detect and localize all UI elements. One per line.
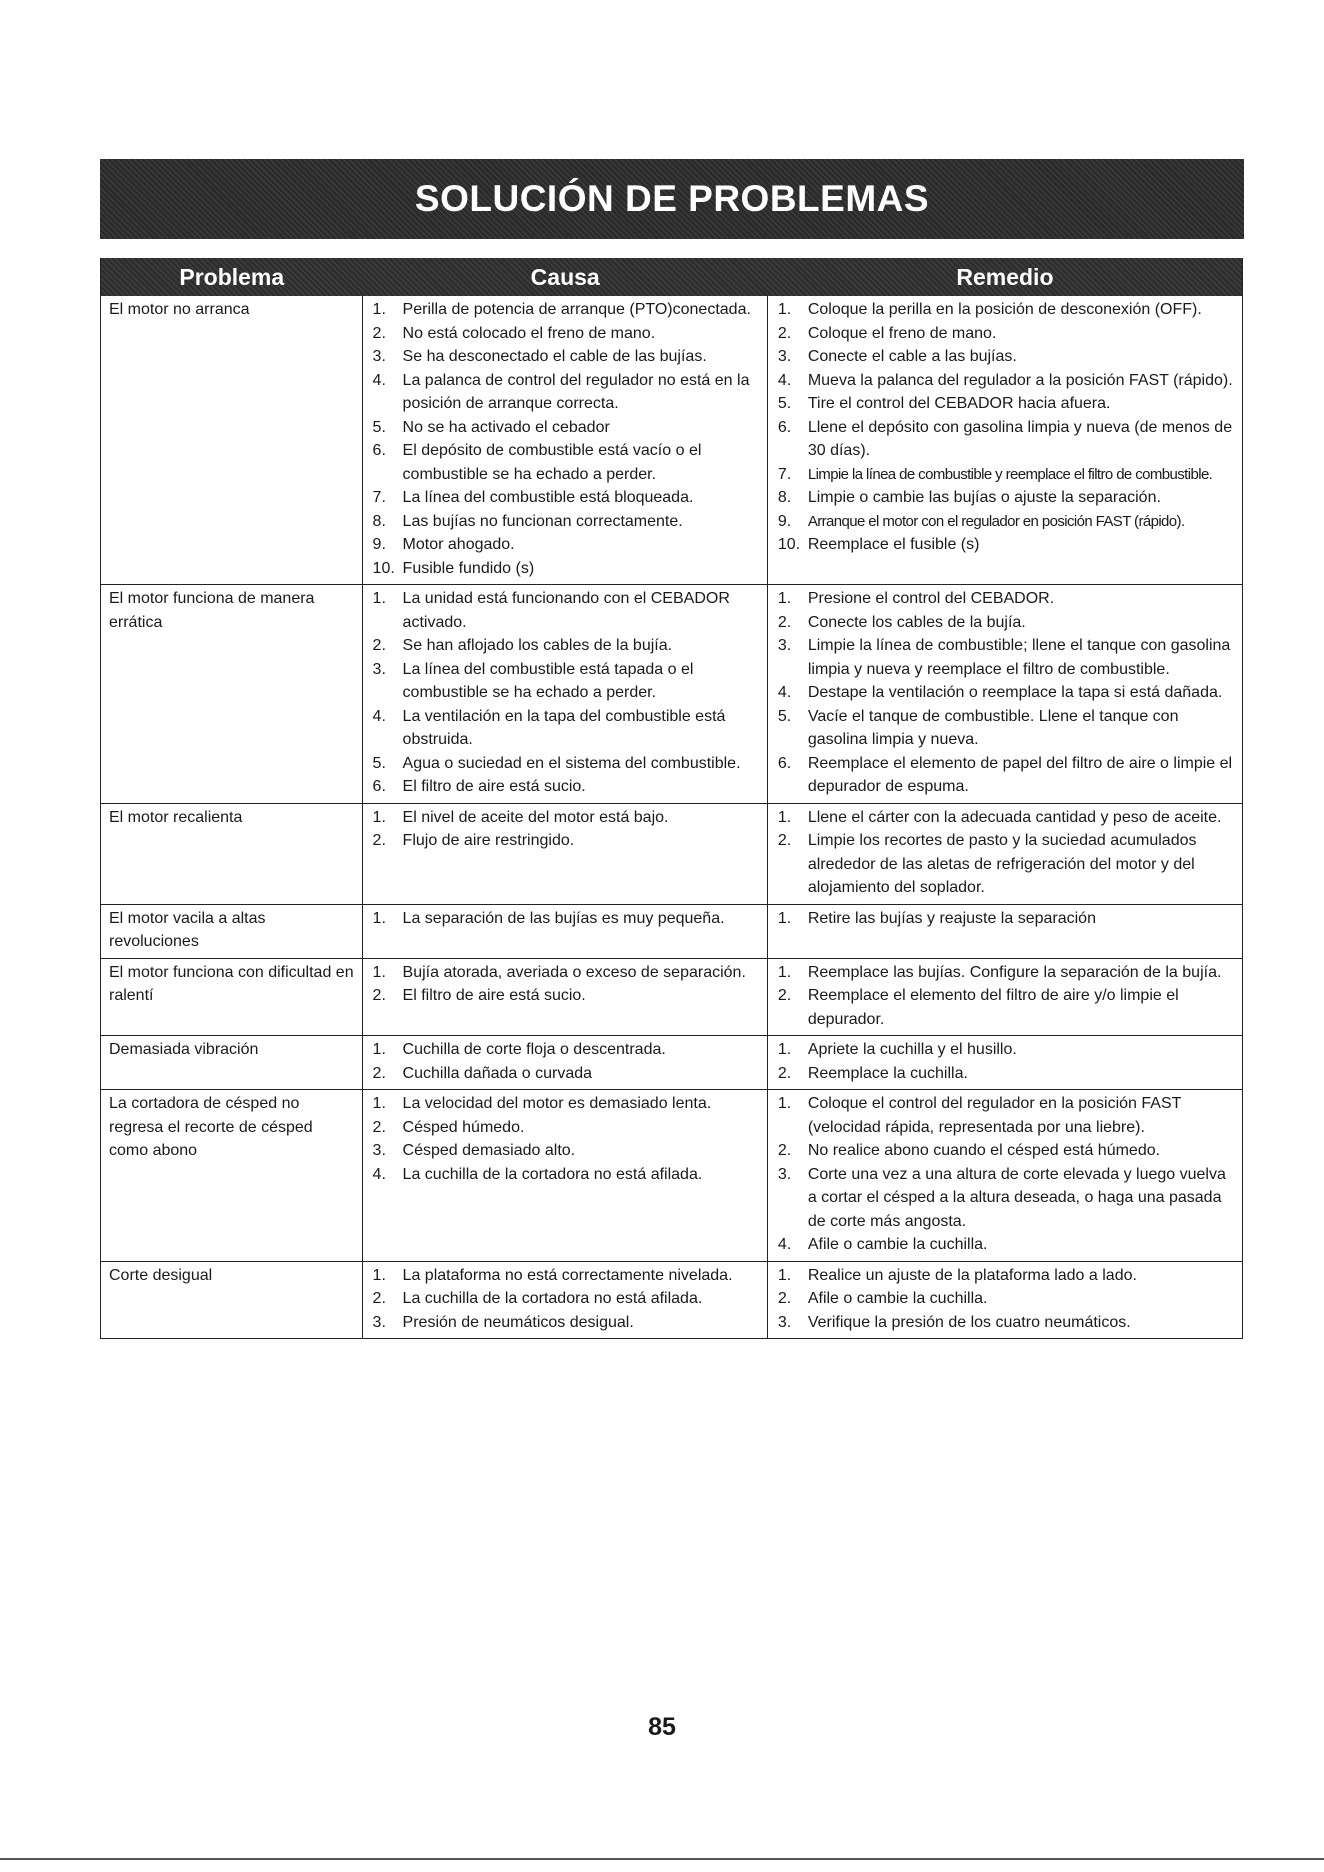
item-text: Limpie la línea de combustible y reemplace el filtro de combustible.: [807, 465, 1213, 483]
item-text: Destape la ventilación o reemplace la tapa si está dañada.: [807, 684, 1223, 701]
remedy-item: [774, 806, 1236, 830]
item-text: Flujo de aire restringido.: [402, 832, 575, 849]
remedy-item: [774, 829, 1236, 900]
item-text: Bujía atorada, averiada o exceso de separación.: [402, 963, 746, 981]
table-row: [101, 904, 1242, 958]
bottom-rule: [0, 1858, 1324, 1860]
item-text: La plataforma no está correctamente nivelada.: [402, 1266, 733, 1284]
remedy-item: [774, 611, 1236, 635]
item-number: 2.: [777, 613, 792, 631]
cause-item: [369, 658, 761, 705]
item-text: Afile o cambie la cuchilla.: [807, 1236, 988, 1253]
problem-cell: El motor funciona de manera errática: [101, 585, 363, 803]
item-text: Afile o cambie la cuchilla.: [807, 1290, 988, 1307]
cause-item: [369, 829, 761, 853]
remedy-item: [774, 681, 1236, 705]
item-text: Llene el cárter con la adecuada cantidad y peso de aceite.: [807, 808, 1222, 826]
section-title: SOLUCIÓN DE PROBLEMAS: [414, 178, 930, 219]
item-text: Verifique la presión de los cuatro neumáticos.: [807, 1313, 1131, 1331]
remedy-item: [774, 392, 1236, 416]
item-number: 1.: [777, 963, 792, 981]
cause-item: [369, 416, 761, 440]
cause-item: [369, 298, 761, 322]
cause-item: [369, 345, 761, 369]
item-number: 10.: [777, 536, 801, 553]
item-number: 6.: [777, 754, 792, 772]
cause-item: [369, 1264, 761, 1288]
item-number: 2.: [777, 1142, 792, 1159]
header-cause: Causa: [530, 263, 600, 290]
item-number: 9.: [372, 536, 386, 553]
item-text: La cuchilla de la cortadora no está afilada.: [402, 1165, 703, 1183]
cause-item: [369, 369, 761, 416]
item-number: 1.: [372, 590, 386, 607]
item-text: Césped demasiado alto.: [402, 1142, 576, 1159]
item-number: 4.: [777, 684, 792, 701]
cause-item: [369, 1116, 761, 1140]
remedy-cell: [768, 296, 1242, 584]
cause-item: [369, 775, 761, 799]
item-number: 2.: [372, 987, 386, 1004]
item-text: Las bujías no funcionan correctamente.: [402, 512, 683, 530]
item-text: Se ha desconectado el cable de las bujías.: [402, 348, 707, 365]
item-number: 7.: [372, 489, 386, 506]
cause-item: [369, 1163, 761, 1187]
item-text: Vacíe el tanque de combustible. Llene el tanque con gasolina limpia y nueva.: [807, 707, 1179, 748]
cause-item: [369, 439, 761, 486]
item-text: El filtro de aire está sucio.: [402, 987, 586, 1004]
item-number: 3.: [777, 348, 792, 365]
item-number: 2.: [777, 1064, 792, 1082]
item-number: 5.: [372, 754, 386, 772]
table-header: [101, 258, 1242, 296]
item-number: 5.: [372, 418, 386, 436]
remedy-cell: [768, 1262, 1242, 1339]
item-number: 2.: [777, 832, 792, 849]
item-number: 1.: [777, 808, 792, 826]
remedy-item: [774, 705, 1236, 752]
remedy-item: [774, 1264, 1236, 1288]
cause-item: [369, 557, 761, 581]
cause-item: [369, 587, 761, 634]
cause-item: [369, 752, 761, 776]
table-row: [101, 296, 1242, 584]
item-number: 1.: [777, 301, 792, 318]
item-text: Limpie la línea de combustible; llene el tanque con gasolina limpia y nueva y reemplace el filtro de combustible.: [807, 637, 1231, 678]
troubleshooting-table: [100, 258, 1243, 1339]
item-text: El filtro de aire está sucio.: [402, 778, 586, 795]
item-number: 4.: [372, 1165, 386, 1183]
item-text: No realice abono cuando el césped está húmedo.: [807, 1142, 1161, 1159]
header-remedy: Remedio: [956, 263, 1054, 290]
item-text: Coloque el freno de mano.: [807, 324, 997, 342]
item-number: 5.: [777, 707, 792, 725]
remedy-item: [774, 510, 1236, 534]
cause-item: [369, 1139, 761, 1163]
item-text: La separación de las bujías es muy pequeña.: [402, 909, 725, 927]
remedy-item: [774, 369, 1236, 393]
table-row: [101, 1035, 1242, 1089]
item-text: Reemplace el fusible (s): [807, 536, 980, 553]
item-text: Se han aflojado los cables de la bujía.: [402, 637, 673, 654]
item-text: El depósito de combustible está vacío o el combustible se ha echado a perder.: [402, 442, 702, 483]
item-text: Agua o suciedad en el sistema del combustible.: [402, 754, 741, 772]
remedy-item: [774, 1163, 1236, 1234]
item-number: 3.: [372, 1142, 386, 1159]
remedy-cell: [768, 1036, 1242, 1089]
item-number: 3.: [372, 348, 386, 365]
item-number: 2.: [372, 1290, 386, 1307]
item-number: 6.: [777, 418, 792, 436]
item-number: 8.: [372, 512, 386, 530]
item-number: 4.: [372, 371, 386, 389]
item-number: 3.: [372, 1313, 386, 1331]
item-text: Cuchilla de corte floja o descentrada.: [402, 1041, 666, 1058]
item-number: 1.: [372, 1041, 386, 1058]
item-number: 1.: [372, 909, 386, 927]
item-number: 3.: [372, 660, 386, 678]
page-number: 85: [648, 1713, 676, 1741]
item-number: 2.: [372, 324, 386, 342]
remedy-item: [774, 322, 1236, 346]
cause-item: [369, 634, 761, 658]
cause-item: [369, 806, 761, 830]
item-number: 3.: [777, 637, 792, 654]
cause-cell: [363, 1090, 768, 1261]
remedy-item: [774, 1092, 1236, 1139]
remedy-item: [774, 1062, 1236, 1086]
item-number: 4.: [372, 707, 386, 725]
item-number: 3.: [777, 1313, 792, 1331]
item-number: 1.: [372, 1095, 386, 1112]
cause-item: [369, 533, 761, 557]
item-number: 2.: [372, 1118, 386, 1136]
problem-cell: El motor no arranca: [101, 296, 363, 584]
item-text: Conecte los cables de la bujía.: [807, 613, 1026, 631]
remedy-item: [774, 752, 1236, 799]
item-text: Presione el control del CEBADOR.: [807, 590, 1055, 607]
item-text: Fusible fundido (s): [402, 559, 535, 577]
item-text: Cuchilla dañada o curvada: [402, 1064, 593, 1082]
remedy-item: [774, 1038, 1236, 1062]
table-row: [101, 584, 1242, 803]
remedy-item: [774, 587, 1236, 611]
item-number: 6.: [372, 778, 386, 795]
item-text: Reemplace las bujías. Configure la separación de la bujía.: [807, 963, 1222, 981]
item-text: Limpie o cambie las bujías o ajuste la separación.: [807, 489, 1161, 506]
item-number: 1.: [777, 1095, 792, 1112]
item-number: 1.: [777, 1266, 792, 1284]
item-number: 4.: [777, 371, 792, 389]
header-problem: Problema: [179, 263, 285, 290]
item-number: 1.: [372, 963, 386, 981]
cause-cell: [363, 959, 768, 1036]
cause-item: [369, 1287, 761, 1311]
item-number: 5.: [777, 395, 792, 412]
item-text: La línea del combustible está bloqueada.: [402, 489, 694, 506]
cause-item: [369, 907, 761, 931]
item-text: No está colocado el freno de mano.: [402, 324, 656, 342]
cause-cell: [363, 1262, 768, 1339]
item-text: La velocidad del motor es demasiado lenta.: [402, 1095, 712, 1112]
item-text: La cuchilla de la cortadora no está afilada.: [402, 1290, 703, 1307]
remedy-item: [774, 1139, 1236, 1163]
problem-cell: La cortadora de césped no regresa el recorte de césped como abono: [101, 1090, 363, 1261]
item-text: Reemplace el elemento de papel del filtro de aire o limpie el depurador de espuma.: [807, 754, 1233, 795]
item-number: 2.: [777, 1290, 792, 1307]
cause-item: [369, 1092, 761, 1116]
item-text: Realice un ajuste de la plataforma lado a lado.: [807, 1266, 1137, 1284]
item-number: 2.: [372, 637, 386, 654]
remedy-cell: [768, 585, 1242, 803]
item-text: Arranque el motor con el regulador en posición FAST (rápido).: [807, 512, 1185, 530]
item-number: 1.: [372, 1266, 386, 1284]
remedy-item: [774, 533, 1236, 557]
table-row: [101, 1089, 1242, 1261]
remedy-item: [774, 345, 1236, 369]
item-text: Césped húmedo.: [402, 1118, 525, 1136]
cause-cell: [363, 905, 768, 958]
cause-item: [369, 705, 761, 752]
item-text: Reemplace la cuchilla.: [807, 1064, 968, 1082]
item-text: Reemplace el elemento del filtro de aire y/o limpie el depurador.: [807, 987, 1179, 1028]
item-text: La palanca de control del regulador no está en la posición de arranque correcta.: [402, 371, 750, 412]
remedy-item: [774, 1287, 1236, 1311]
remedy-item: [774, 984, 1236, 1031]
remedy-item: [774, 961, 1236, 985]
remedy-cell: [768, 905, 1242, 958]
cause-cell: [363, 1036, 768, 1089]
cause-cell: [363, 585, 768, 803]
cause-item: [369, 961, 761, 985]
item-text: El nivel de aceite del motor está bajo.: [402, 808, 669, 826]
item-number: 1.: [372, 808, 386, 826]
problem-cell: El motor funciona con dificultad en ralentí: [101, 959, 363, 1036]
item-number: 2.: [777, 324, 792, 342]
table-row: [101, 958, 1242, 1036]
problem-cell: El motor vacila a altas revoluciones: [101, 905, 363, 958]
item-number: 9.: [777, 512, 792, 530]
problem-cell: El motor recalienta: [101, 804, 363, 904]
cause-item: [369, 984, 761, 1008]
item-number: 10.: [372, 559, 395, 577]
section-title-bar: [100, 159, 1244, 239]
item-number: 1.: [777, 1041, 792, 1058]
item-text: Tire el control del CEBADOR hacia afuera.: [807, 395, 1111, 412]
remedy-cell: [768, 804, 1242, 904]
item-text: La línea del combustible está tapada o el combustible se ha echado a perder.: [402, 660, 694, 701]
item-number: 2.: [372, 832, 386, 849]
item-number: 2.: [777, 987, 792, 1004]
item-text: Presión de neumáticos desigual.: [402, 1313, 634, 1331]
remedy-item: [774, 486, 1236, 510]
item-text: La unidad está funcionando con el CEBADOR activado.: [402, 590, 730, 631]
item-number: 1.: [777, 590, 792, 607]
item-number: 1.: [777, 909, 792, 927]
item-text: Conecte el cable a las bujías.: [807, 348, 1017, 365]
cause-item: [369, 1038, 761, 1062]
item-text: Limpie los recortes de pasto y la suciedad acumulados alrededor de las aletas de refrigeración del motor y del alojamiento del soplador.: [807, 832, 1197, 896]
item-text: Llene el depósito con gasolina limpia y nueva (de menos de 30 días).: [807, 418, 1233, 459]
problem-cell: Corte desigual: [101, 1262, 363, 1339]
table-row: [101, 803, 1242, 904]
cause-item: [369, 1062, 761, 1086]
problem-cell: Demasiada vibración: [101, 1036, 363, 1089]
remedy-item: [774, 298, 1236, 322]
item-text: Mueva la palanca del regulador a la posición FAST (rápido).: [807, 371, 1233, 389]
cause-item: [369, 486, 761, 510]
item-text: Apriete la cuchilla y el husillo.: [807, 1041, 1017, 1058]
item-text: No se ha activado el cebador: [402, 418, 610, 436]
item-number: 2.: [372, 1064, 386, 1082]
remedy-item: [774, 1233, 1236, 1257]
remedy-item: [774, 634, 1236, 681]
cause-cell: [363, 804, 768, 904]
item-number: 8.: [777, 489, 792, 506]
table-row: [101, 1261, 1242, 1339]
item-text: Perilla de potencia de arranque (PTO)conectada.: [402, 301, 751, 318]
remedy-item: [774, 416, 1236, 463]
item-text: Corte una vez a una altura de corte elevada y luego vuelva a cortar el césped a la altura deseada, o haga una pasada de corte más angosta.: [807, 1165, 1226, 1230]
item-number: 3.: [777, 1165, 792, 1183]
item-text: La ventilación en la tapa del combustible está obstruida.: [402, 707, 726, 748]
item-text: Coloque la perilla en la posición de desconexión (OFF).: [807, 301, 1202, 318]
table-body: [101, 296, 1242, 1338]
remedy-item: [774, 907, 1236, 931]
cause-item: [369, 322, 761, 346]
remedy-cell: [768, 1090, 1242, 1261]
remedy-item: [774, 463, 1236, 487]
cause-item: [369, 510, 761, 534]
remedy-cell: [768, 959, 1242, 1036]
item-number: 7.: [777, 465, 792, 483]
item-number: 1.: [372, 301, 386, 318]
item-text: Motor ahogado.: [402, 536, 515, 553]
remedy-item: [774, 1311, 1236, 1335]
cause-cell: [363, 296, 768, 584]
item-number: 4.: [777, 1236, 792, 1253]
item-text: Coloque el control del regulador en la posición FAST (velocidad rápida, representada por una liebre).: [807, 1095, 1182, 1136]
item-text: Retire las bujías y reajuste la separación: [807, 909, 1096, 927]
cause-item: [369, 1311, 761, 1335]
item-number: 6.: [372, 442, 386, 459]
